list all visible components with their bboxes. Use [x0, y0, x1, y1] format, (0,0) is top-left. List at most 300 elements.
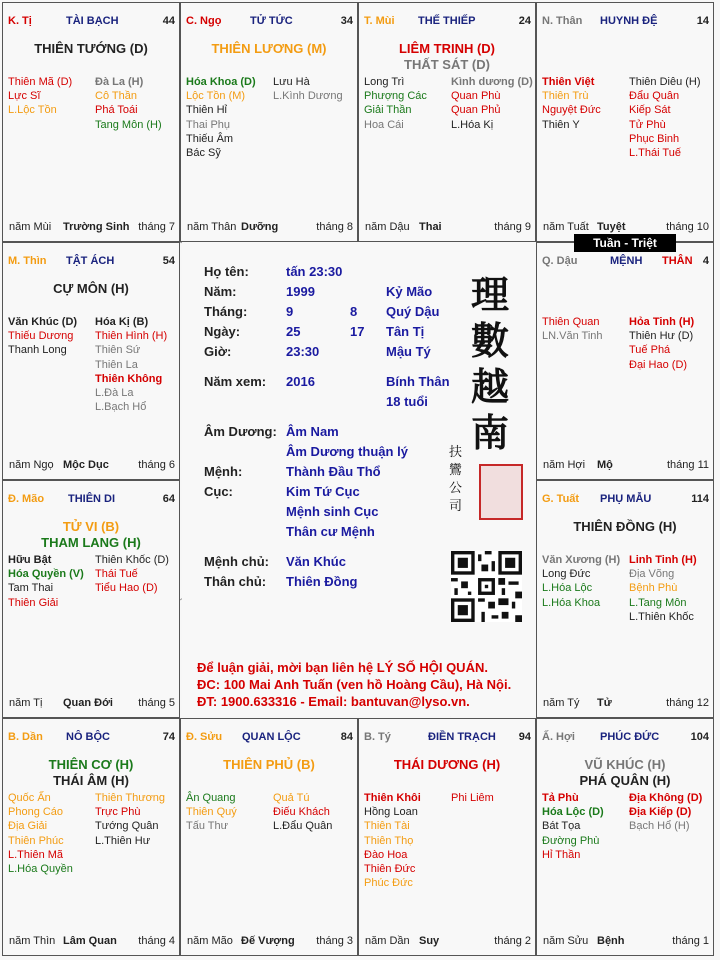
branch-label: N. Thân — [542, 15, 583, 27]
year-branch: năm Mão — [187, 935, 233, 947]
life-stage: Trường Sinh — [63, 221, 130, 233]
minor-star: L.Thái Tuế — [629, 147, 681, 160]
palace-cell-dau — [536, 242, 714, 480]
minor-star: Phượng Các — [364, 90, 427, 103]
minor-star: Thiên Việt — [542, 76, 595, 88]
palace-number: 44 — [162, 15, 175, 27]
palace-number: 14 — [696, 15, 709, 27]
minor-star: Thai Phụ — [186, 118, 231, 131]
month-label: tháng 4 — [138, 935, 175, 947]
minor-star: Địa Võng — [629, 568, 675, 581]
life-stage: Thai — [419, 221, 442, 233]
life-stage: Tuyệt — [597, 221, 626, 233]
calligraphy-char: 越 — [471, 364, 510, 409]
minor-star: Thiên Thương — [95, 792, 166, 804]
year-branch: năm Dần — [365, 935, 410, 947]
minor-star: Thiên Hỉ — [186, 104, 227, 117]
palace-cell-hoi — [536, 718, 714, 956]
minor-star: Thiên Đức — [364, 863, 416, 876]
minor-stars-left — [542, 791, 604, 862]
palace-footer — [9, 459, 175, 472]
red-seal-stamp — [479, 464, 523, 520]
palace-cell-ty — [358, 718, 536, 956]
month-label: tháng 9 — [494, 221, 531, 233]
branch-label: G. Tuất — [542, 493, 580, 505]
minor-star: L.Hóa Khoa — [542, 596, 601, 609]
cuc-relation: Mệnh sinh Cục — [286, 504, 379, 519]
minor-star: Địa Không (D) — [629, 792, 703, 804]
minor-star: Đường Phù — [542, 834, 600, 847]
contact-line-3: ĐT: 1900.633316 - Email: bantuvan@lyso.vn. — [197, 694, 470, 709]
palace-number: 84 — [340, 731, 353, 743]
month-label: Tháng: — [204, 304, 248, 319]
month-lunar: 8 — [350, 304, 358, 319]
palace-cell-ti — [2, 2, 180, 242]
minor-star: Quả Tú — [273, 792, 310, 804]
main-star: THIÊN PHỦ (B) — [223, 757, 315, 772]
palace-name: PHÚC ĐỨC — [600, 731, 660, 743]
palace-header — [186, 731, 353, 745]
month-label: tháng 1 — [672, 935, 709, 947]
minor-star: Tam Thai — [8, 582, 54, 595]
am-duong-value: Âm Nam — [286, 424, 339, 439]
main-star: THIÊN TƯỚNG (D) — [34, 41, 148, 56]
main-stars — [3, 41, 179, 57]
main-star: LIÊM TRINH (D) — [398, 41, 496, 56]
palace-name: THIÊN DI — [68, 493, 116, 505]
month-label: tháng 3 — [316, 935, 353, 947]
palace-number: 34 — [340, 15, 353, 27]
minor-star: L.Hóa Kị — [451, 118, 494, 131]
minor-star: Hóa Quyền (V) — [8, 568, 84, 581]
palace-header — [364, 731, 531, 745]
horoscope-board — [2, 2, 716, 956]
minor-star: Điếu Khách — [273, 806, 330, 819]
minor-star: Đào Hoa — [364, 848, 408, 861]
than-chu-value: Thiên Đồng — [286, 574, 358, 589]
main-stars — [359, 41, 535, 73]
year-can-chi: Kỷ Mão — [386, 284, 433, 299]
minor-star: Tang Môn (H) — [95, 118, 162, 131]
minor-star: L.Thiên Hư — [95, 834, 151, 847]
minor-star: Đà La (H) — [95, 76, 144, 88]
than-cu-menh: Thân cư Mệnh — [286, 524, 375, 539]
minor-stars-right — [273, 791, 332, 834]
palace-name: ĐIỀN TRẠCH — [428, 731, 496, 743]
minor-star: Giải Thần — [364, 104, 412, 117]
palace-name: TỬ TỨC — [250, 15, 293, 27]
side-char: 司 — [449, 499, 463, 514]
age-value: 18 tuổi — [386, 394, 428, 409]
calligraphy-char: 南 — [471, 410, 510, 455]
minor-star: Thiên Hư (D) — [629, 330, 694, 343]
minor-stars-left — [8, 315, 77, 358]
view-year-value: 2016 — [286, 374, 315, 389]
palace-header — [542, 255, 709, 269]
minor-stars-right — [451, 75, 533, 132]
branch-label: Q. Dậu — [542, 255, 578, 267]
minor-star: Linh Tinh (H) — [629, 554, 697, 566]
day-solar: 25 — [286, 324, 301, 339]
minor-star: L.Đà La — [95, 387, 134, 400]
minor-star: Thiên Tài — [364, 820, 410, 833]
minor-star: Thiên Quan — [542, 316, 600, 328]
minor-stars-right — [95, 553, 169, 596]
palace-cell-ngo — [180, 2, 358, 242]
hour-label: Giờ: — [204, 344, 232, 359]
month-label: tháng 8 — [316, 221, 353, 233]
month-label: tháng 5 — [138, 697, 175, 709]
minor-star: Cô Thần — [95, 90, 137, 103]
main-stars — [537, 519, 713, 535]
minor-stars-right — [629, 75, 701, 160]
day-label: Ngày: — [204, 324, 241, 339]
minor-stars-right — [451, 791, 494, 805]
minor-star: Quan Phù — [451, 90, 501, 103]
palace-footer — [365, 935, 531, 948]
minor-star: L.Hóa Lộc — [542, 582, 593, 595]
life-stage: Quan Đới — [63, 697, 113, 709]
am-duong-label: Âm Dương: — [204, 424, 277, 439]
life-stage: Bệnh — [597, 935, 625, 947]
main-star: THIÊN CƠ (H) — [48, 757, 134, 772]
minor-star: Thiên Khốc (D) — [95, 554, 169, 566]
palace-name: TẬT ÁCH — [66, 255, 115, 267]
palace-footer — [9, 221, 175, 234]
calligraphy-char: 數 — [471, 318, 510, 363]
main-stars — [181, 757, 357, 773]
main-stars — [3, 281, 179, 297]
qr-code — [451, 551, 522, 622]
minor-star: Đại Hao (D) — [629, 358, 688, 371]
minor-star: L.Kình Dương — [273, 90, 343, 103]
minor-star: LN.Văn Tinh — [542, 330, 603, 343]
minor-star: Hóa Khoa (D) — [186, 76, 256, 88]
palace-number: 54 — [162, 255, 175, 267]
palace-cell-suu — [180, 718, 358, 956]
palace-name-secondary: THÂN — [662, 255, 693, 267]
year-branch: năm Sửu — [543, 935, 589, 947]
branch-label: T. Mùi — [364, 15, 395, 27]
month-label: tháng 12 — [666, 697, 709, 709]
life-stage: Dưỡng — [241, 221, 279, 233]
minor-star: Văn Xương (H) — [542, 554, 621, 566]
minor-stars-right — [273, 75, 343, 103]
palace-name: TÀI BẠCH — [66, 15, 119, 27]
minor-star: Thiếu Âm — [186, 132, 234, 145]
life-stage: Tử — [597, 697, 612, 709]
main-stars — [537, 757, 713, 789]
branch-label: Ấ. Hợi — [542, 731, 575, 743]
palace-name: HUYNH ĐỆ — [600, 15, 658, 27]
minor-star: Thiên Giải — [8, 596, 59, 609]
year-branch: năm Dậu — [365, 221, 410, 233]
palace-number: 74 — [162, 731, 175, 743]
minor-star: Long Trì — [364, 76, 405, 88]
minor-star: Thiên Quý — [186, 806, 237, 819]
name-value: tấn 23:30 — [286, 264, 343, 279]
minor-star: Văn Khúc (D) — [8, 316, 78, 328]
minor-star: Thái Tuế — [95, 568, 138, 581]
year-branch: năm Mùi — [9, 221, 52, 233]
minor-stars-right — [629, 315, 694, 372]
palace-header — [542, 731, 709, 745]
hour-can-chi: Mậu Tý — [386, 344, 431, 359]
minor-star: Địa Kiếp (D) — [629, 806, 692, 819]
day-lunar: 17 — [350, 324, 365, 339]
palace-footer — [187, 935, 353, 948]
main-star: VŨ KHÚC (H) — [584, 757, 666, 772]
month-solar: 9 — [286, 304, 294, 319]
hour-value: 23:30 — [286, 344, 320, 359]
minor-star: Phong Cáo — [8, 806, 64, 819]
branch-label: B. Dần — [8, 731, 43, 743]
branch-label: Đ. Sửu — [186, 731, 223, 743]
year-branch: năm Thân — [187, 221, 237, 233]
main-stars — [3, 519, 179, 551]
minor-star: Nguyệt Đức — [542, 104, 601, 117]
branch-label: B. Tý — [364, 731, 391, 743]
year-branch: năm Ngọ — [9, 459, 54, 471]
minor-stars-left — [542, 553, 620, 610]
main-star: THAM LANG (H) — [41, 535, 141, 550]
menh-chu-value: Văn Khúc — [286, 554, 346, 569]
minor-star: Thiên Mã (D) — [8, 76, 73, 88]
minor-stars-left — [186, 791, 237, 834]
palace-header — [8, 15, 175, 29]
month-label: tháng 10 — [666, 221, 709, 233]
tuan-triet-badge: Tuần - Triệt — [574, 234, 676, 252]
minor-star: Thiên Trù — [542, 90, 589, 103]
palace-name: MỆNH — [610, 255, 643, 267]
minor-star: Phúc Đức — [364, 877, 413, 890]
month-can-chi: Quý Dậu — [386, 304, 440, 319]
palace-footer — [9, 697, 175, 710]
branch-label: M. Thìn — [8, 255, 47, 267]
minor-star: Lực Sĩ — [8, 90, 41, 103]
minor-star: Bát Tọa — [542, 820, 581, 833]
life-stage: Mộc Dục — [63, 459, 109, 471]
minor-star: L.Bạch Hổ — [95, 401, 147, 414]
palace-name: PHỤ MẪU — [600, 493, 652, 505]
palace-number: 114 — [691, 493, 709, 505]
minor-stars-left — [8, 791, 73, 876]
minor-star: Phục Binh — [629, 132, 680, 145]
minor-stars-left — [8, 75, 72, 118]
minor-stars-right — [629, 791, 702, 834]
view-year-can-chi: Bính Thân — [386, 374, 450, 389]
month-label: tháng 7 — [138, 221, 175, 233]
view-year-label: Năm xem: — [204, 374, 267, 389]
minor-star: Quốc Ấn — [8, 792, 51, 804]
minor-stars-right — [629, 553, 697, 624]
name-label: Họ tên: — [204, 264, 249, 279]
minor-star: L.Tang Môn — [629, 596, 687, 609]
minor-stars-left — [542, 315, 603, 343]
palace-cell-mao — [2, 480, 180, 718]
minor-star: Thiên Thọ — [364, 834, 414, 847]
life-stage: Đế Vượng — [241, 935, 295, 947]
minor-stars-left — [542, 75, 601, 132]
minor-star: Long Đức — [542, 568, 591, 581]
palace-name: QUAN LỘC — [242, 731, 301, 743]
palace-footer — [543, 697, 709, 710]
contact-line-1: Để luận giải, mời bạn liên hệ LÝ SỐ HỘI QUÁN. — [197, 660, 488, 675]
minor-star: Tử Phù — [629, 118, 666, 131]
day-can-chi: Tân Tị — [386, 324, 425, 339]
month-label: tháng 6 — [138, 459, 175, 471]
palace-number: 94 — [518, 731, 531, 743]
palace-header — [186, 15, 353, 29]
minor-star: Bệnh Phù — [629, 582, 678, 595]
palace-name: NÔ BỘC — [66, 731, 110, 743]
minor-star: Hỏa Tinh (H) — [629, 316, 695, 328]
main-star: THÁI DƯƠNG (H) — [393, 757, 501, 772]
main-stars — [359, 757, 535, 773]
year-branch: năm Tị — [9, 697, 43, 709]
minor-star: Đẩu Quân — [629, 90, 680, 103]
minor-star: Thiên Sứ — [95, 344, 141, 357]
minor-star: Thiên La — [95, 358, 138, 371]
minor-star: Bạch Hổ (H) — [629, 820, 690, 833]
main-stars — [3, 757, 179, 789]
main-stars — [181, 41, 357, 57]
minor-stars-right — [95, 791, 165, 848]
palace-header — [364, 15, 531, 29]
month-label: tháng 11 — [666, 459, 709, 471]
minor-star: Tướng Quân — [95, 820, 159, 833]
minor-star: Thanh Long — [8, 344, 67, 357]
palace-name: THẾ THIẾP — [418, 15, 476, 27]
minor-star: Lưu Hà — [273, 76, 310, 88]
minor-star: L.Thiên Khốc — [629, 610, 694, 623]
minor-star: Thiên Không — [95, 372, 163, 385]
minor-star: Tả Phù — [542, 792, 579, 804]
year-branch: năm Tuất — [543, 221, 589, 233]
menh-chu-label: Mệnh chủ: — [204, 554, 269, 569]
year-branch: năm Thìn — [9, 935, 56, 947]
am-duong-relation: Âm Dương thuận lý — [286, 444, 408, 459]
palace-cell-than — [536, 2, 714, 242]
palace-footer — [543, 221, 709, 234]
palace-header — [8, 493, 175, 507]
side-char: 鸞 — [449, 463, 463, 478]
cuc-label: Cục: — [204, 484, 233, 499]
palace-header — [8, 731, 175, 745]
palace-footer — [9, 935, 175, 948]
minor-star: Quan Phủ — [451, 104, 501, 117]
minor-star: Thiên Khôi — [364, 792, 421, 804]
palace-cell-thin — [2, 242, 180, 480]
menh-label: Mệnh: — [204, 464, 243, 479]
minor-star: Tiểu Hao (D) — [95, 582, 158, 595]
minor-star: Thiên Hình (H) — [95, 330, 168, 343]
life-stage: Mộ — [597, 459, 613, 471]
minor-star: Hóa Kị (B) — [95, 316, 149, 328]
palace-footer — [187, 221, 353, 234]
minor-star: L.Đẩu Quân — [273, 820, 333, 833]
branch-label: C. Ngọ — [186, 15, 222, 27]
minor-star: Hữu Bật — [8, 554, 52, 566]
cuc-value: Kim Tứ Cục — [286, 484, 360, 499]
contact-line-2: ĐC: 100 Mai Anh Tuấn (ven hồ Hoàng Cầu), Hà Nội. — [197, 677, 512, 692]
minor-star: Hỉ Thần — [542, 848, 581, 861]
minor-stars-left — [8, 553, 84, 610]
year-value: 1999 — [286, 284, 315, 299]
minor-star: Lộc Tồn (M) — [186, 90, 246, 103]
minor-star: Hóa Lộc (D) — [542, 806, 604, 819]
minor-star: Tấu Thư — [186, 820, 229, 833]
palace-header — [542, 15, 709, 29]
year-branch: năm Hợi — [543, 459, 586, 471]
minor-stars-right — [95, 315, 167, 414]
minor-star: L.Hóa Quyền — [8, 863, 73, 876]
palace-number: 24 — [518, 15, 531, 27]
palace-cell-mui — [358, 2, 536, 242]
minor-star: Kiếp Sát — [629, 104, 671, 117]
minor-star: Thiếu Dương — [8, 330, 74, 343]
life-stage: Lâm Quan — [63, 935, 117, 947]
palace-number: 104 — [690, 731, 709, 743]
palace-cell-dan — [2, 718, 180, 956]
minor-stars-left — [364, 75, 427, 132]
side-char: 扶 — [449, 445, 463, 460]
minor-star: Phá Toái — [95, 104, 138, 117]
menh-value: Thành Đầu Thổ — [286, 464, 381, 479]
minor-stars-left — [364, 791, 421, 890]
palace-footer — [365, 221, 531, 234]
minor-star: Thiên Y — [542, 118, 580, 131]
minor-star: Hồng Loan — [364, 806, 418, 819]
branch-label: K. Tị — [8, 15, 32, 27]
minor-star: Trực Phù — [95, 806, 141, 819]
main-star: THIÊN LƯƠNG (M) — [211, 41, 327, 56]
branch-label: Đ. Mão — [8, 493, 45, 505]
main-star: PHÁ QUÂN (H) — [579, 773, 671, 788]
month-label: tháng 2 — [494, 935, 531, 947]
main-star: CỰ MÔN (H) — [53, 281, 129, 296]
main-star: TỬ VI (B) — [62, 519, 120, 534]
palace-footer — [543, 935, 709, 948]
minor-star: Phi Liêm — [451, 792, 494, 804]
palace-number: 4 — [702, 255, 709, 267]
minor-star: Tuế Phá — [629, 344, 671, 357]
palace-footer — [543, 459, 709, 472]
palace-cell-tuat — [536, 480, 714, 718]
minor-star: Hoa Cái — [364, 118, 404, 131]
main-star: THÁI ÂM (H) — [53, 773, 129, 788]
year-label: Năm: — [204, 284, 237, 299]
minor-star: Thiên Phúc — [8, 834, 64, 847]
palace-header — [542, 493, 709, 507]
palace-number: 64 — [162, 493, 175, 505]
year-branch: năm Tý — [543, 697, 580, 709]
calligraphy-char: 理 — [471, 272, 510, 317]
side-char: 公 — [449, 481, 463, 496]
minor-star: Ân Quang — [186, 792, 236, 804]
minor-star: Bác Sỹ — [186, 147, 221, 160]
minor-stars-left — [186, 75, 256, 160]
palace-header — [8, 255, 175, 269]
life-stage: Suy — [419, 935, 440, 947]
minor-star: Địa Giải — [8, 820, 48, 833]
minor-star: L.Thiên Mã — [8, 848, 64, 861]
main-star: THẤT SÁT (D) — [404, 57, 490, 72]
than-chu-label: Thân chủ: — [204, 574, 267, 589]
minor-star: L.Lộc Tồn — [8, 104, 57, 117]
main-star: THIÊN ĐỒNG (H) — [573, 519, 677, 534]
minor-stars-right — [95, 75, 162, 132]
